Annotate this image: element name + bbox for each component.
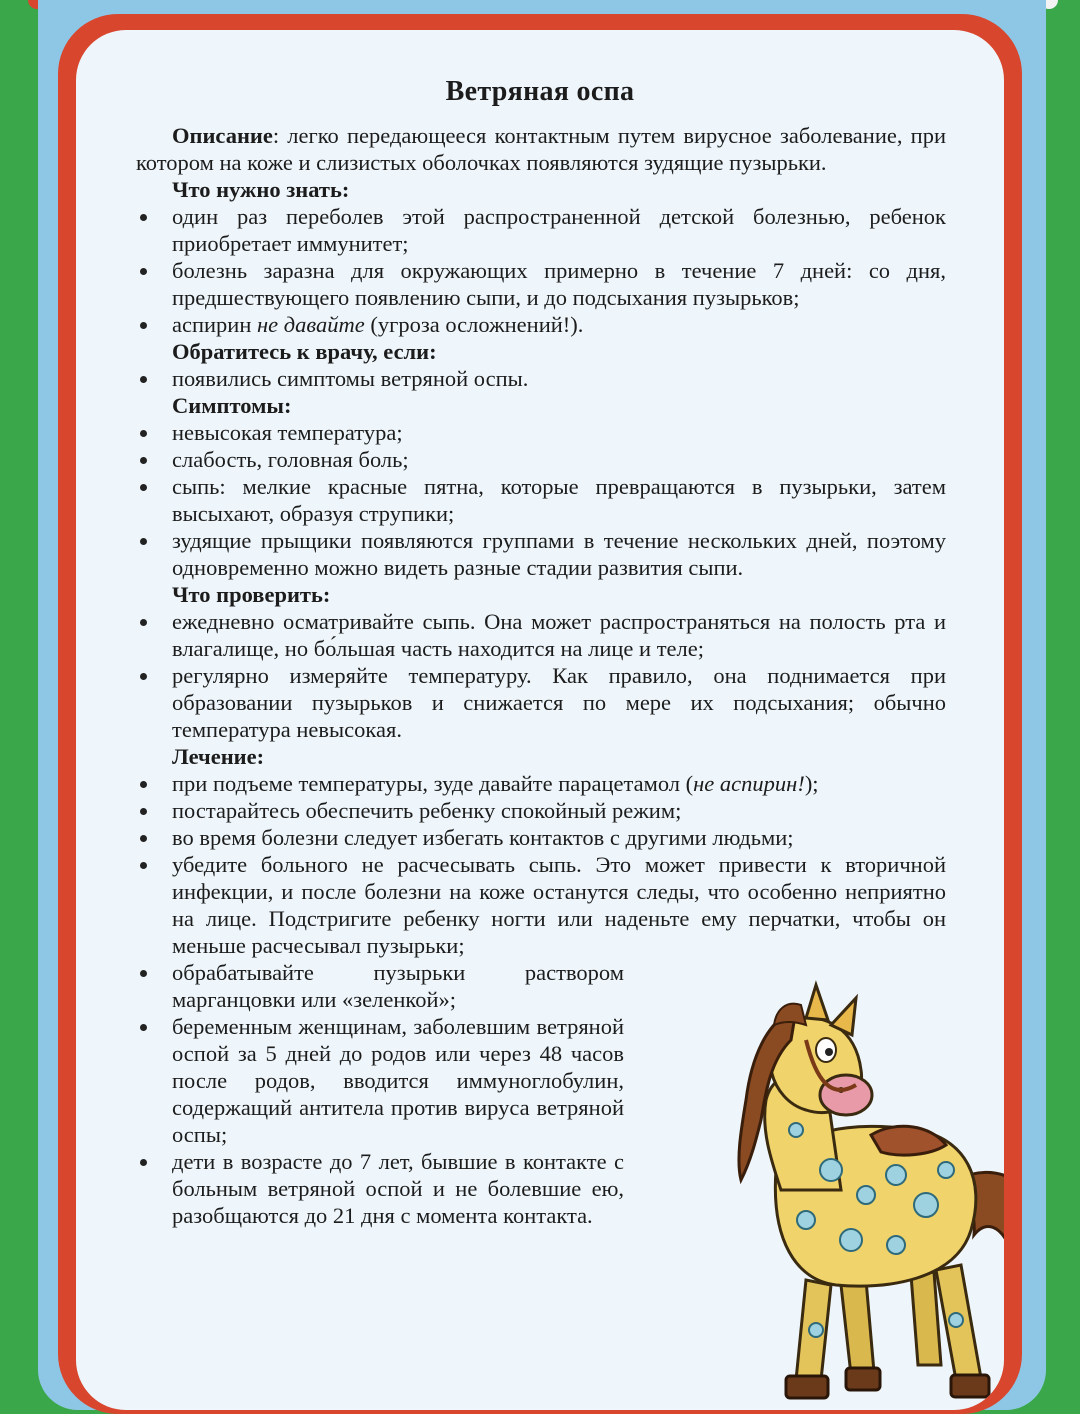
know-heading: Что нужно знать: [172, 177, 350, 202]
list-item: беременным женщинам, заболевшим ветряной оспой за 5 дней до родов или через 48 часов после родов, вводится иммуноглобулин, содержащий антитела против вируса ветряной оспы; [136, 1013, 624, 1148]
check-heading: Что проверить: [172, 582, 331, 607]
know-heading-text: Что нужно знать [172, 177, 342, 202]
doctor-list [136, 365, 946, 392]
doctor-heading-text: Обратитесь к врачу, если [172, 339, 430, 364]
list-item: зудящие прыщики появляются группами в течение нескольких дней, поэтому одновременно можно видеть разные стадии развития сыпи. [136, 527, 946, 581]
list-item: регулярно измеряйте температуру. Как правило, она поднимается при образовании пузырьков и снижается по мере их подсыхания; обычно температура невысокая. [136, 662, 946, 743]
description-paragraph [136, 122, 946, 176]
paracetamol-pre: при подъеме температуры, зуде давайте парацетамол ( [172, 771, 694, 796]
symptoms-list [136, 419, 946, 581]
list-item: ежедневно осматривайте сыпь. Она может распространяться на полость рта и влагалище, но бо́льшая часть находится на лице и теле; [136, 608, 946, 662]
document [76, 30, 1004, 1410]
list-item: сыпь: мелкие красные пятна, которые превращаются в пузырьки, затем высыхают, образуя струпики; [136, 473, 946, 527]
description-label: Описание [172, 123, 273, 148]
doctor-heading: Обратитесь к врачу, если: [172, 339, 437, 364]
content-panel [76, 30, 1004, 1410]
list-item: во время болезни следует избегать контактов с другими людьми; [136, 824, 946, 851]
aspirin-pre: аспирин [172, 312, 258, 337]
know-list [136, 203, 946, 338]
page-title: Ветряная оспа [445, 76, 635, 107]
horse-saddle [871, 1126, 946, 1155]
horse-ear [806, 985, 828, 1020]
list-item: постарайтесь обеспечить ребенку спокойный режим; [136, 797, 946, 824]
list-item: обрабатывайте пузырьки раствором марганцовки или «зеленкой»; [136, 959, 624, 1013]
list-item: появились симптомы ветряной оспы. [136, 365, 946, 392]
symptoms-heading-text: Симптомы [172, 393, 284, 418]
horse-leg-back-2 [911, 1272, 941, 1365]
check-heading-text: Что проверить [172, 582, 323, 607]
symptoms-heading: Симптомы: [172, 393, 292, 418]
horse-illustration [656, 980, 1004, 1400]
list-item: дети в возрасте до 7 лет, бывшие в контакте с больным ветряной оспой и не болевшие ею, разобщаются до 21 дня с момента контакта. [136, 1148, 624, 1229]
horse-muzzle [820, 1075, 872, 1115]
description-text: : легко передающееся контактным путем вирусное заболевание, при котором на коже и слизистых оболочках появляются зудящие пузырьки. [136, 123, 946, 175]
aspirin-post: (угроза осложнений!). [364, 312, 584, 337]
horse-leg-front-2 [841, 1280, 874, 1375]
check-list [136, 608, 946, 743]
hoof [786, 1376, 828, 1398]
hoof [846, 1368, 880, 1390]
list-item: убедите больного не расчесывать сыпь. Это может привести к вторичной инфекции, и после болезни на коже останутся следы, что особенно неприятно на лице. Подстригите ребенку ногти или наденьте ему перчатки, чтобы он меньше расчесывал пузырьки; [136, 851, 946, 959]
treatment-heading: Лечение: [172, 744, 265, 769]
paracetamol-emphasis: не аспирин! [693, 771, 805, 796]
list-item: невысокая температура; [136, 419, 946, 446]
list-item: болезнь заразна для окружающих примерно в течение 7 дней: со дня, предшествующего появлению сыпи, и до подсыхания пузырьков; [136, 257, 946, 311]
aspirin-emphasis: не давайте [257, 312, 365, 337]
list-item [136, 311, 946, 338]
list-item: один раз переболев этой распространенной детской болезнью, ребенок приобретает иммунитет; [136, 203, 946, 257]
list-item: слабость, головная боль; [136, 446, 946, 473]
paracetamol-post: ); [804, 771, 819, 796]
hoof [951, 1375, 989, 1397]
treatment-heading-text: Лечение [172, 744, 257, 769]
list-item [136, 770, 946, 797]
